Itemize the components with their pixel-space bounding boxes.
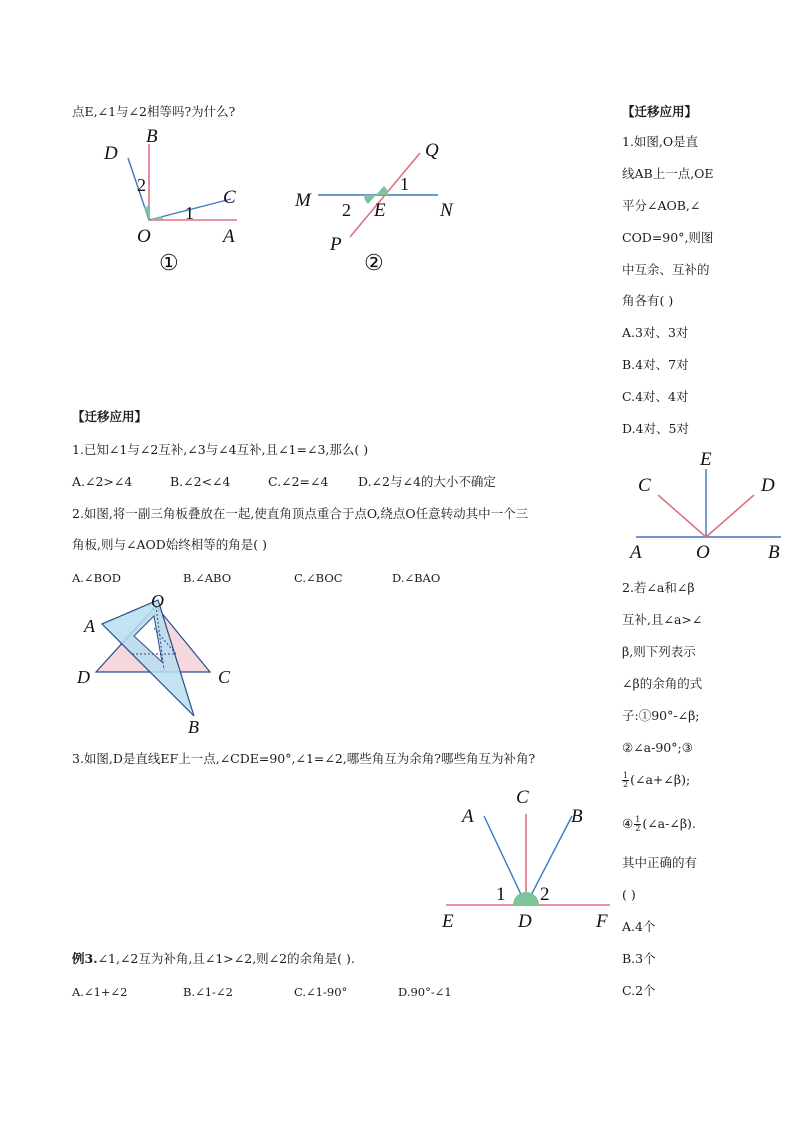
label-O: O [151,591,164,611]
side-q2-line6: ②∠a-90°;③ [622,740,693,755]
fraction-half [622,772,629,789]
label-angle2: 2 [342,200,351,220]
section-heading: 【迁移应用】 [72,409,148,424]
label-A: A [84,616,95,636]
side-q1-option-b: B.4对、7对 [622,357,689,372]
label-O: O [137,226,151,247]
label-M: M [295,190,311,211]
ray-OC [658,495,706,537]
side-q2-option-c: C.2个 [622,983,656,998]
side-q2-tail2: ( ) [622,887,636,902]
figure-1-caption: ① [159,250,179,275]
q2-stem-line1: 2.如图,将一副三角板叠放在一起,使直角顶点重合于点O,绕点O任意转动其中一个三 [72,506,529,521]
label-E: E [442,911,454,932]
label-E: E [374,200,386,221]
label-C: C [516,787,529,808]
side-q2-option-b: B.3个 [622,951,656,966]
q1-option-a: A.∠2>∠4 [72,474,133,489]
side-q2-line1: 2.若∠a和∠β [622,580,695,595]
q1-stem: 1.已知∠1与∠2互补,∠3与∠4互补,且∠1=∠3,那么( ) [72,442,369,457]
side-q1-line1: 1.如图,O是直 [622,134,699,149]
label-Q: Q [425,140,439,161]
side-q2-tail1: 其中正确的有 [622,855,698,870]
expr3-text: (∠a+∠β); [630,772,691,787]
intro-question: 点E,∠1与∠2相等吗?为什么? [72,104,236,119]
label-D: D [104,143,118,164]
side-q1-line5: 中互余、互补的 [622,262,710,277]
side-q1-option-a: A.3对、3对 [622,325,689,340]
figure-2-intersecting-lines [290,132,475,282]
label-angle1: 1 [185,203,194,223]
side-q1-option-c: C.4对、4对 [622,389,689,404]
side-q1-line4: COD=90°,则图 [622,230,714,245]
label-C: C [223,187,236,208]
angle-marks [513,892,539,905]
ray-OD [706,495,754,537]
example-3-option-a: A.∠1+∠2 [72,985,128,999]
label-B: B [188,717,199,737]
q2-option-a: A.∠BOD [72,571,121,585]
side-q2-option-a: A.4个 [622,919,656,934]
label-angle2: 2 [540,884,550,905]
label-A: A [462,806,474,827]
label-D: D [761,475,775,496]
q2-option-b: B.∠ABO [183,571,232,585]
side-q1-line6: 角各有( ) [622,293,674,308]
figure-2-caption: ② [364,250,384,275]
q2-stem-line2: 角板,则与∠AOD始终相等的角是( ) [72,537,267,552]
angle-1-mark [376,186,388,195]
side-q2-expr3 [622,772,690,789]
side-q1-line2: 线AB上一点,OE [622,166,714,181]
example-3-option-c: C.∠1-90° [294,985,348,999]
label-C: C [218,667,231,687]
side-q2-line4: ∠β的余角的式 [622,676,703,691]
angle-2-mark [144,206,149,220]
figure-set-squares [72,590,252,740]
label-B: B [146,126,158,147]
expr4-text: (∠a-∠β). [642,816,696,831]
side-q2-line3: β,则下列表示 [622,644,696,659]
example-3-option-d: D.90°-∠1 [398,985,452,999]
example-3 [72,951,355,967]
label-A: A [223,226,235,247]
label-angle1: 1 [496,884,506,905]
label-N: N [440,200,453,221]
q1-option-b: B.∠2<∠4 [170,474,231,489]
side-q1-line3: 平分∠AOB,∠ [622,198,701,213]
side-heading: 【迁移应用】 [622,104,698,119]
fraction-num: 1 [623,771,629,780]
example-3-option-b: B.∠1-∠2 [183,985,233,999]
q2-option-d: D.∠BAO [392,571,441,585]
example-3-label: 例3. [72,951,98,966]
label-D: D [518,911,532,932]
figure-side-line-AB [626,443,791,565]
fraction-den-2: 2 [635,824,641,833]
fraction-num-2: 1 [635,815,641,824]
side-q2-expr4 [622,816,696,833]
figure-line-EF [438,782,618,934]
side-q1-option-d: D.4对、5对 [622,421,689,436]
label-D: D [77,667,90,687]
q2-option-c: C.∠BOC [294,571,343,585]
angle-1-mark [149,216,163,220]
label-E: E [700,449,712,470]
label-B: B [768,542,780,563]
side-q2-line5: 子:①90°-∠β; [622,708,700,723]
q3-stem: 3.如图,D是直线EF上一点,∠CDE=90°,∠1=∠2,哪些角互为余角?哪些角互为补角? [72,751,536,766]
label-angle2: 2 [137,175,146,195]
fraction-half-2 [634,816,641,833]
side-q2-line2: 互补,且∠a>∠ [622,612,703,627]
q1-option-c: C.∠2=∠4 [268,474,329,489]
label-C: C [638,475,651,496]
expr4-prefix: ④ [622,816,634,831]
label-A: A [630,542,642,563]
label-P: P [330,234,342,255]
label-angle1: 1 [400,174,409,194]
label-B: B [571,806,583,827]
label-O: O [696,542,710,563]
figure-1-angles [95,122,270,277]
fraction-den: 2 [623,780,629,789]
label-F: F [596,911,608,932]
example-3-stem: ∠1,∠2互为补角,且∠1>∠2,则∠2的余角是( ). [97,951,355,966]
q1-option-d: D.∠2与∠4的大小不确定 [358,474,496,489]
